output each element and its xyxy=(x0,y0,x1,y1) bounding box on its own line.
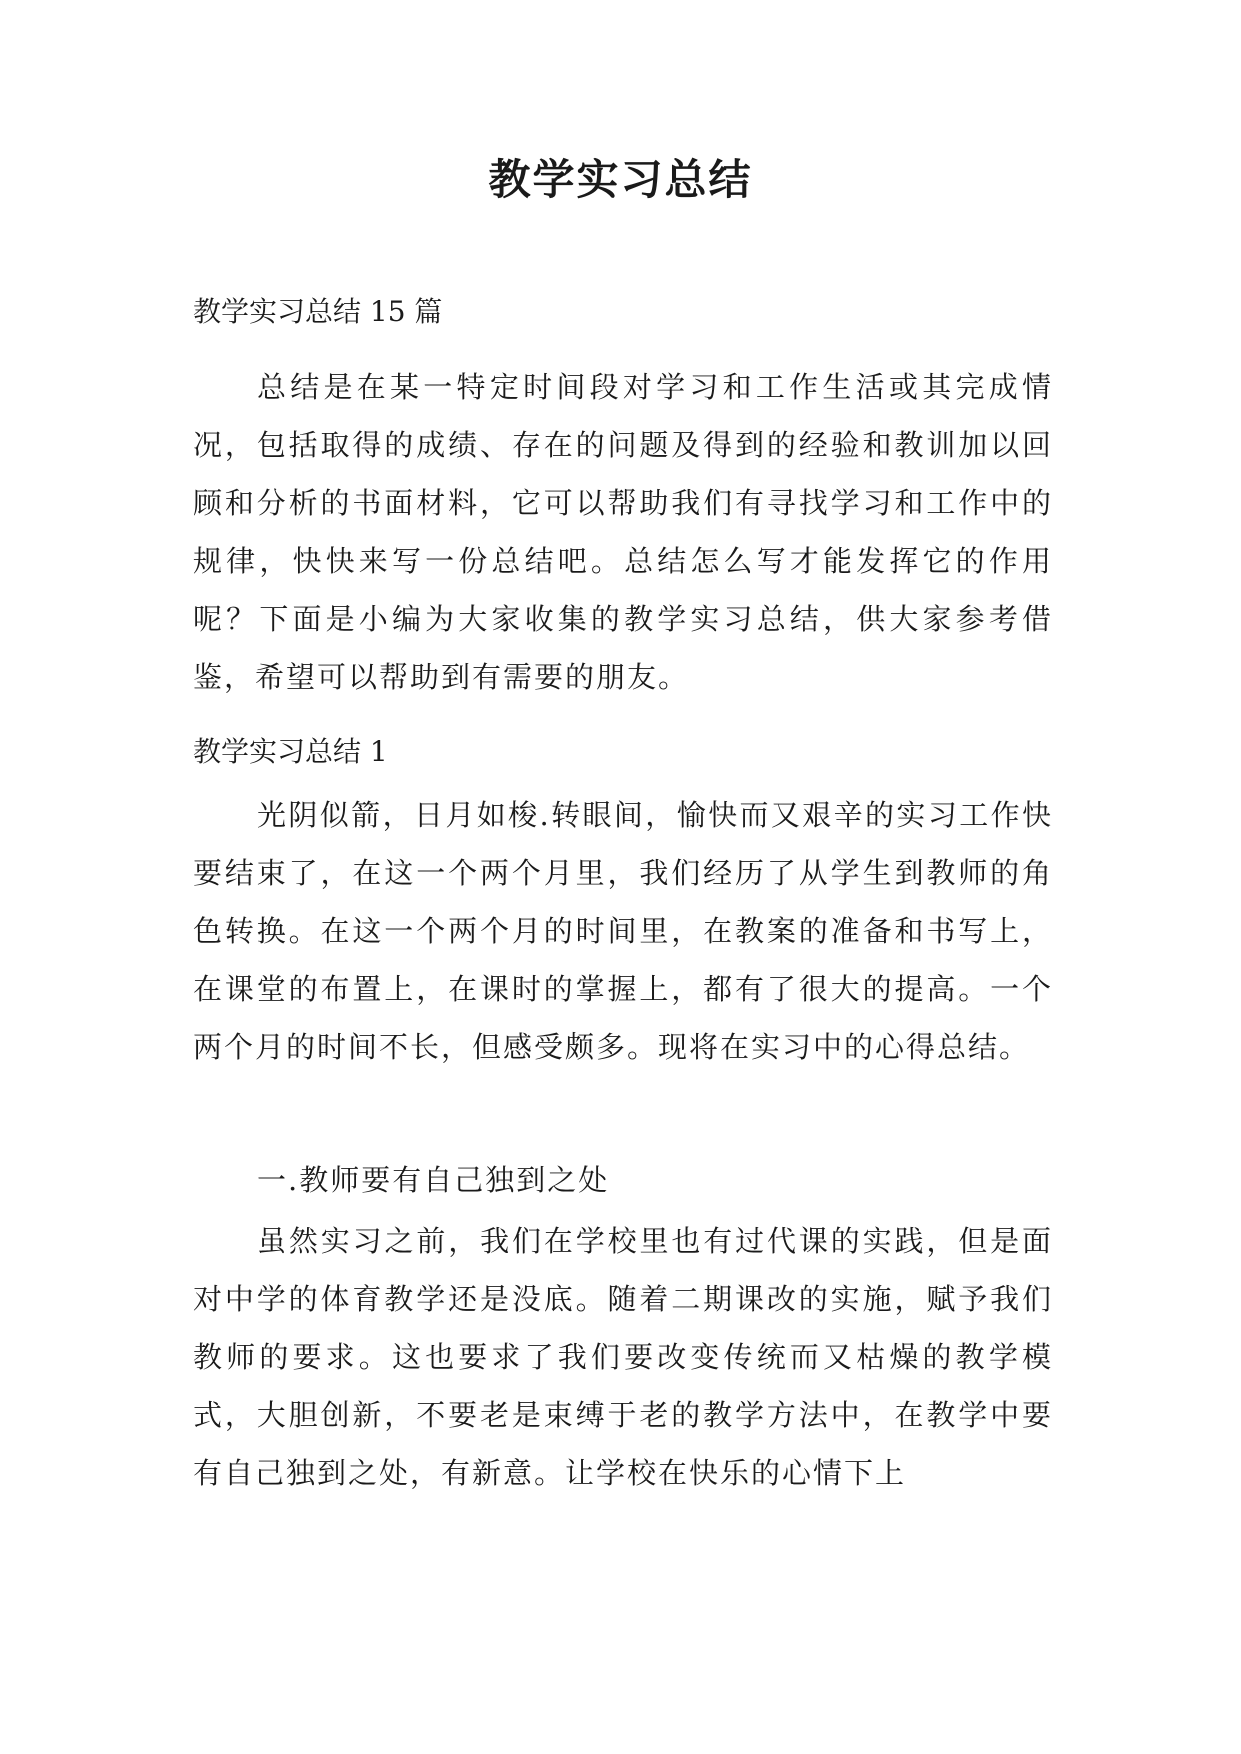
section-paragraph-1: 光阴似箭，日月如梭.转眼间，愉快而又艰辛的实习工作快要结束了，在这一个两个月里，我们经历了从学生到教师的角色转换。在这一个两个月的时间里，在教案的准备和书写上，在课堂的布置上，在课时的掌握上，都有了很大的提高。一个两个月的时间不长，但感受颇多。现将在实习中的心得总结。 xyxy=(193,798,1053,1064)
section-paragraph-2: 虽然实习之前，我们在学校里也有过代课的实践，但是面对中学的体育教学还是没底。随着二期课改的实施，赋予我们教师的要求。这也要求了我们要改变传统而又枯燥的教学模式，大胆创新，不要老是束缚于老的教学方法中，在教学中要有自己独到之处，有新意。让学校在快乐的心情下上 xyxy=(193,1224,1053,1490)
section-heading: 教学实习总结 1 xyxy=(193,735,388,768)
document-subtitle: 教学实习总结 15 篇 xyxy=(193,295,443,328)
intro-paragraph: 总结是在某一特定时间段对学习和工作生活或其完成情况，包括取得的成绩、存在的问题及得到的经验和教训加以回顾和分析的书面材料，它可以帮助我们有寻找学习和工作中的规律，快快来写一份总结吧。总结怎么写才能发挥它的作用呢？下面是小编为大家收集的教学实习总结，供大家参考借鉴，希望可以帮助到有需要的朋友。 xyxy=(193,370,1053,694)
document-title: 教学实习总结 xyxy=(488,155,753,204)
section-subheading: 一.教师要有自己独到之处 xyxy=(257,1163,610,1197)
